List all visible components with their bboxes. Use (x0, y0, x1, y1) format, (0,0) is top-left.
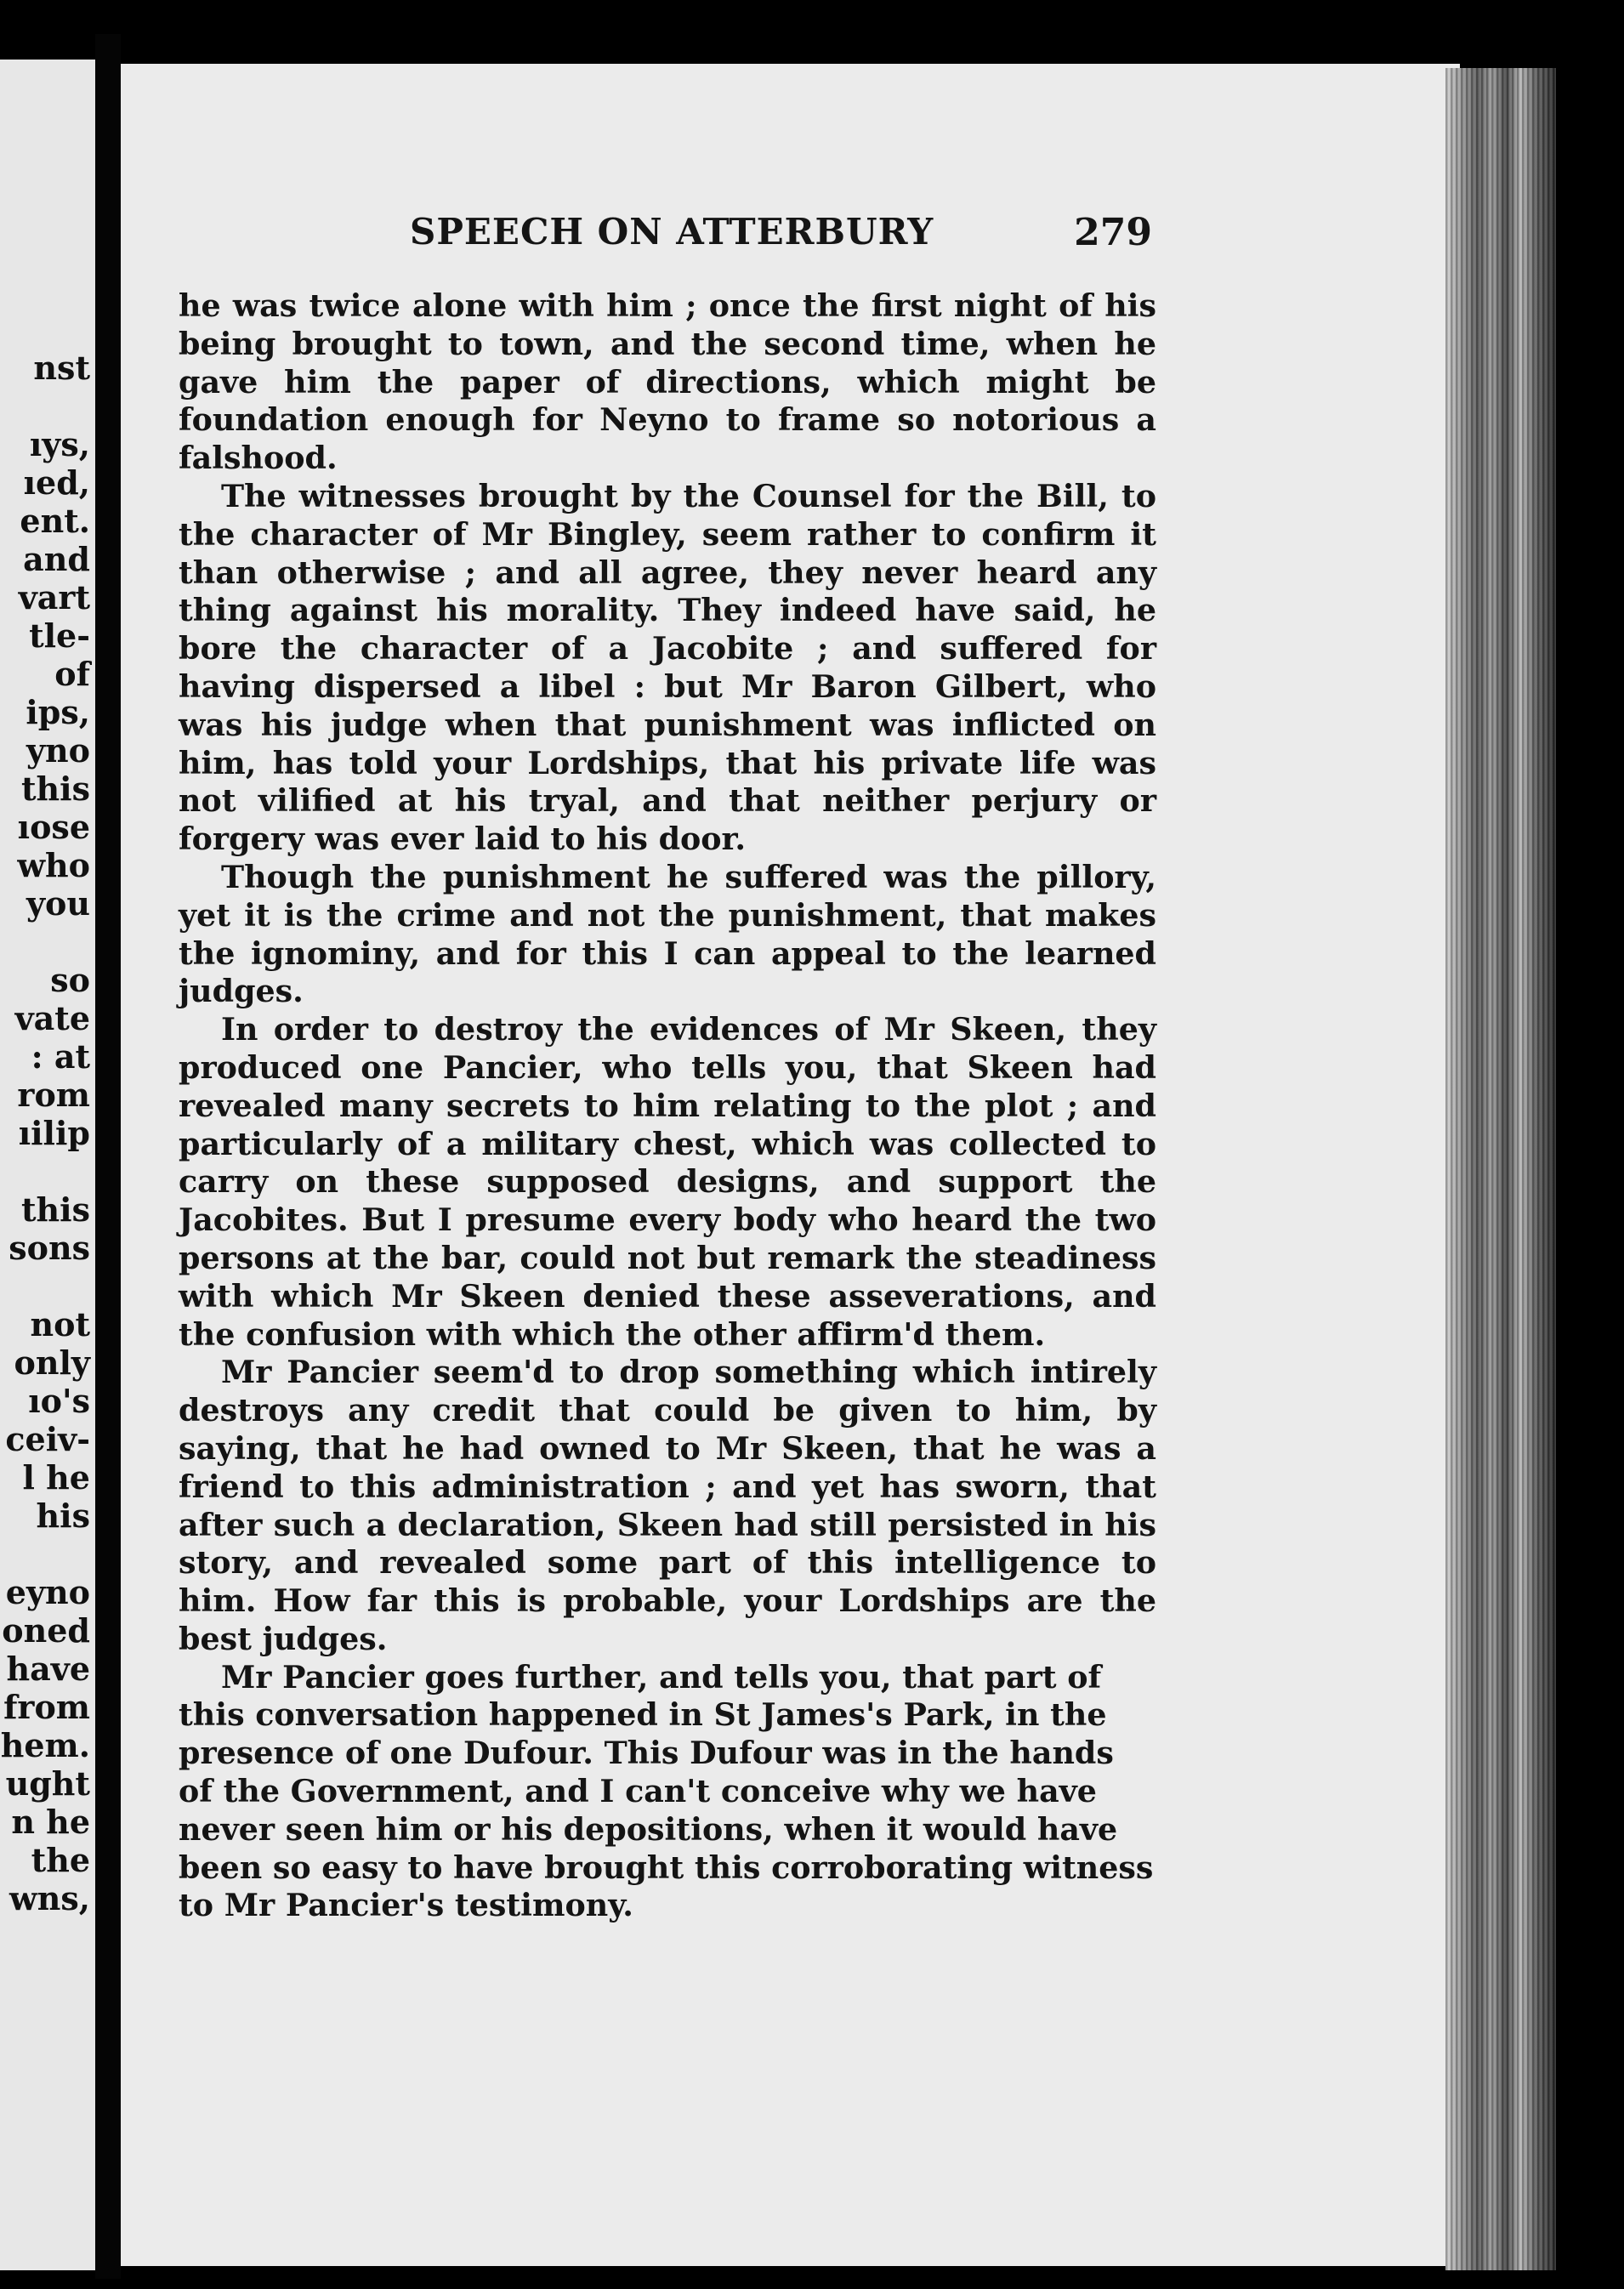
paragraph: Mr Pancier goes further, and tells you, that part of this conversation happened in St James's Park, in the presence of one Dufour. This Dufour was in the hands of the Government, and I can't conceive why we have never seen him or his depositions, when it would have been so easy to have brought this corroborating witness to Mr Pancier's testimony. (179, 1658, 1154, 1924)
previous-page-text: nst ıys, ıed, ent. and vart tle- of ips, yno this ıose who you so vate : at rom ıilip this sons not only ıo's ceiv- l he his eyno oned have from hem. ught n he the wns, (0, 349, 90, 1917)
paragraph: Though the punishment he suffered was the pillory, yet it is the crime and not the punishment, that makes the ignominy, and for this I can appeal to the learned judges. (179, 858, 1156, 1010)
running-head: SPEECH ON ATTERBURY (410, 211, 934, 253)
paragraph: In order to destroy the evidences of Mr Skeen, they produced one Pancier, who tells you, that Skeen had revealed many secrets to him relating to the plot ; and particularly of a military chest, which was collected to carry on these supposed designs, and support the Jacobites. But I presume every body who heard the two persons at the bar, could not but remark the steadiness with which Mr Skeen denied these asseverations, and the confusion with which the other affirm'd them. (179, 1011, 1156, 1353)
previous-page-edge (0, 60, 95, 2270)
paragraph: he was twice alone with him ; once the first night of his being brought to town, and the second time, when he gave him the paper of directions, which might be foundation enough for Neyno to frame so notorious a falshood. (179, 287, 1156, 477)
book-gutter (95, 34, 121, 2279)
paragraph: Mr Pancier seem'd to drop something which intirely destroys any credit that could be given to him, by saying, that he had owned to Mr Skeen, that he was a friend to this administration ; and yet has sworn, that after such a declaration, Skeen had still persisted in his story, and revealed some part of this intelligence to him. How far this is probable, your Lordships are the best judges. (179, 1354, 1156, 1657)
page-header (170, 211, 1152, 262)
page-block-edge-lines (1445, 68, 1556, 2270)
page-number: 279 (1074, 211, 1152, 254)
body-text (179, 287, 1156, 1925)
paragraph: The witnesses brought by the Counsel for the Bill, to the character of Mr Bingley, seem rather to confirm it than otherwise ; and all agree, they never heard any thing against his morality. They indeed have said, he bore the character of a Jacobite ; and suffered for having dispersed a libel : but Mr Baron Gilbert, who was his judge when that punishment was inflicted on him, has told your Lordships, that his private life was not vilified at his tryal, and that neither perjury or forgery was ever laid to his door. (179, 477, 1156, 858)
